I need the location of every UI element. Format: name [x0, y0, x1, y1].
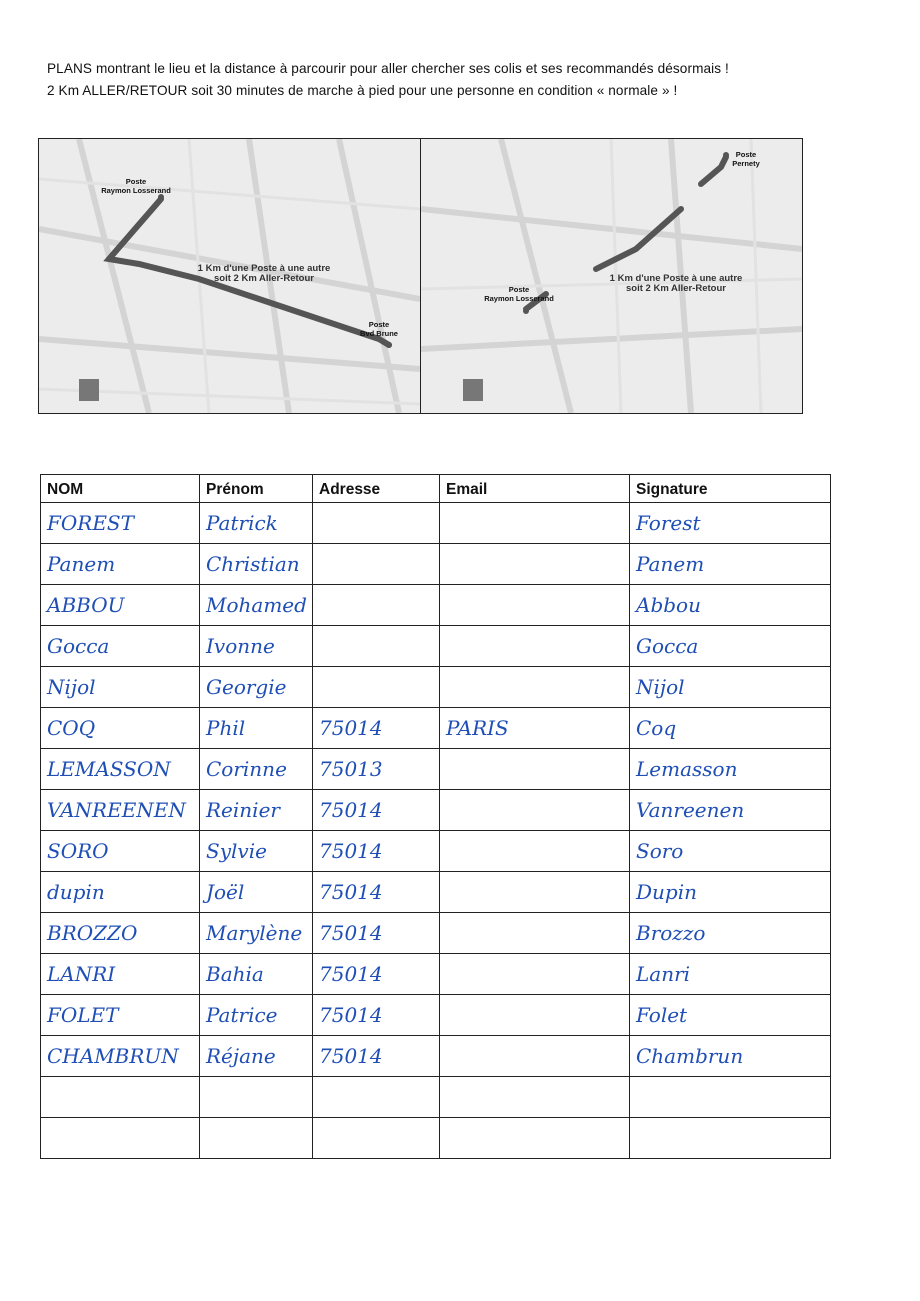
cell-nom: Gocca — [41, 626, 200, 667]
table-row — [41, 995, 831, 1036]
header-nom: NOM — [41, 475, 200, 503]
table-row — [41, 626, 831, 667]
map-right-label-b: Poste Pernety — [732, 150, 760, 168]
table-row — [41, 667, 831, 708]
map-left-note: 1 Km d'une Poste à une autre soit 2 Km Aller-Retour — [197, 263, 331, 284]
signature-table — [40, 474, 831, 1159]
cell-prenom: Georgie — [200, 667, 313, 708]
cell-nom: VANREENEN — [41, 790, 200, 831]
map-thumbnail — [79, 379, 99, 401]
table-row — [41, 749, 831, 790]
table-row — [41, 1077, 831, 1118]
cell-signature: Gocca — [630, 626, 831, 667]
cell-email — [440, 913, 630, 954]
map-thumbnail — [463, 379, 483, 401]
cell-email — [440, 544, 630, 585]
cell-email — [440, 1118, 630, 1159]
cell-prenom: Reinier — [200, 790, 313, 831]
table-row — [41, 708, 831, 749]
header-adresse: Adresse — [313, 475, 440, 503]
cell-prenom: Christian — [200, 544, 313, 585]
header-signature: Signature — [630, 475, 831, 503]
cell-adresse: 75014 — [313, 790, 440, 831]
cell-nom: CHAMBRUN — [41, 1036, 200, 1077]
cell-adresse — [313, 585, 440, 626]
table-row — [41, 585, 831, 626]
cell-adresse — [313, 667, 440, 708]
cell-nom: LANRI — [41, 954, 200, 995]
cell-prenom: Réjane — [200, 1036, 313, 1077]
cell-signature: Forest — [630, 503, 831, 544]
intro-line-2: 2 Km ALLER/RETOUR soit 30 minutes de marche à pied pour une personne en condition « normale » ! — [47, 83, 678, 98]
cell-prenom: Marylène — [200, 913, 313, 954]
cell-prenom: Sylvie — [200, 831, 313, 872]
map-left-label-b: Poste Bvd Brune — [360, 320, 398, 338]
map-left — [39, 139, 420, 413]
cell-email — [440, 1077, 630, 1118]
cell-prenom: Patrick — [200, 503, 313, 544]
cell-signature — [630, 1077, 831, 1118]
cell-adresse — [313, 544, 440, 585]
cell-prenom: Joël — [200, 872, 313, 913]
table-row — [41, 913, 831, 954]
cell-email — [440, 954, 630, 995]
cell-signature: Nijol — [630, 667, 831, 708]
table-row — [41, 503, 831, 544]
cell-prenom: Phil — [200, 708, 313, 749]
cell-adresse — [313, 1118, 440, 1159]
cell-adresse — [313, 1077, 440, 1118]
cell-nom: FOREST — [41, 503, 200, 544]
cell-email — [440, 503, 630, 544]
maps-panel — [38, 138, 803, 414]
cell-signature: Chambrun — [630, 1036, 831, 1077]
table-row — [41, 790, 831, 831]
cell-nom: Nijol — [41, 667, 200, 708]
cell-email: PARIS — [440, 708, 630, 749]
cell-nom: ABBOU — [41, 585, 200, 626]
cell-email — [440, 790, 630, 831]
table-row — [41, 954, 831, 995]
cell-nom — [41, 1077, 200, 1118]
table-row — [41, 1036, 831, 1077]
header-email: Email — [440, 475, 630, 503]
cell-nom — [41, 1118, 200, 1159]
cell-signature: Abbou — [630, 585, 831, 626]
cell-signature: Coq — [630, 708, 831, 749]
cell-signature: Lemasson — [630, 749, 831, 790]
cell-nom: FOLET — [41, 995, 200, 1036]
table-header-row — [41, 475, 831, 503]
cell-adresse: 75014 — [313, 831, 440, 872]
cell-signature: Folet — [630, 995, 831, 1036]
intro-line-1: PLANS montrant le lieu et la distance à parcourir pour aller chercher ses colis et ses recommandés désormais ! — [47, 61, 729, 76]
cell-nom: dupin — [41, 872, 200, 913]
intro-text — [47, 58, 887, 102]
table-row — [41, 831, 831, 872]
cell-prenom: Corinne — [200, 749, 313, 790]
cell-signature — [630, 1118, 831, 1159]
cell-nom: Panem — [41, 544, 200, 585]
map-right-note: 1 Km d'une Poste à une autre soit 2 Km Aller-Retour — [609, 273, 743, 294]
cell-prenom: Bahia — [200, 954, 313, 995]
map-left-label-a: Poste Raymon Losserand — [101, 177, 171, 195]
cell-prenom: Mohamed — [200, 585, 313, 626]
cell-email — [440, 1036, 630, 1077]
cell-signature: Soro — [630, 831, 831, 872]
cell-signature: Dupin — [630, 872, 831, 913]
cell-adresse: 75014 — [313, 708, 440, 749]
cell-email — [440, 995, 630, 1036]
cell-adresse: 75014 — [313, 872, 440, 913]
cell-email — [440, 749, 630, 790]
cell-adresse: 75014 — [313, 954, 440, 995]
table-row — [41, 872, 831, 913]
cell-signature: Vanreenen — [630, 790, 831, 831]
table-row — [41, 1118, 831, 1159]
cell-signature: Panem — [630, 544, 831, 585]
cell-nom: SORO — [41, 831, 200, 872]
cell-email — [440, 872, 630, 913]
cell-prenom: Patrice — [200, 995, 313, 1036]
cell-email — [440, 667, 630, 708]
cell-signature: Lanri — [630, 954, 831, 995]
cell-signature: Brozzo — [630, 913, 831, 954]
cell-adresse — [313, 626, 440, 667]
cell-email — [440, 831, 630, 872]
cell-adresse: 75013 — [313, 749, 440, 790]
cell-nom: BROZZO — [41, 913, 200, 954]
cell-adresse — [313, 503, 440, 544]
header-prenom: Prénom — [200, 475, 313, 503]
cell-prenom — [200, 1077, 313, 1118]
cell-prenom — [200, 1118, 313, 1159]
cell-nom: COQ — [41, 708, 200, 749]
map-right — [420, 139, 802, 413]
map-right-label-a: Poste Raymon Losserand — [484, 285, 554, 303]
cell-email — [440, 585, 630, 626]
cell-prenom: Ivonne — [200, 626, 313, 667]
cell-adresse: 75014 — [313, 913, 440, 954]
cell-adresse: 75014 — [313, 995, 440, 1036]
cell-email — [440, 626, 630, 667]
cell-adresse: 75014 — [313, 1036, 440, 1077]
cell-nom: LEMASSON — [41, 749, 200, 790]
table-row — [41, 544, 831, 585]
